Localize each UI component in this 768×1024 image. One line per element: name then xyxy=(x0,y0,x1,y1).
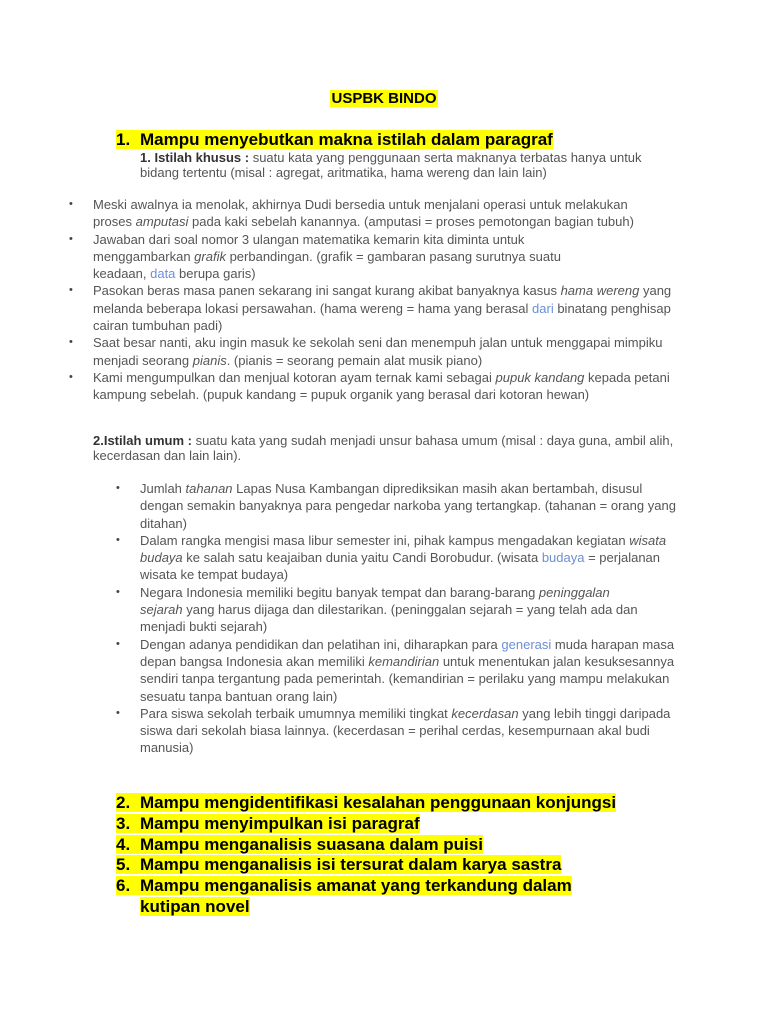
term-italic: pupuk kandang xyxy=(495,369,585,385)
hyperlink-budaya[interactable]: budaya xyxy=(541,550,585,566)
objective-text: Mampu menyebutkan makna istilah dalam paragraf xyxy=(140,130,553,149)
document-title xyxy=(0,90,768,108)
objective-number: 4. xyxy=(116,834,131,854)
objective-number: 3. xyxy=(116,813,131,833)
objective-heading-1 xyxy=(116,130,553,150)
objective-item-continuation xyxy=(116,897,616,918)
istilah-umum-examples xyxy=(140,480,740,757)
term-italic: peninggalan xyxy=(538,584,610,600)
objective-number: 2. xyxy=(116,793,131,812)
istilah-khusus-label: 1. Istilah khusus : xyxy=(140,150,250,165)
objective-item xyxy=(116,814,616,835)
objective-text: Mampu menganalisis isi tersurat dalam karya sastra xyxy=(140,855,562,875)
term-italic: hama wereng xyxy=(560,283,640,299)
hyperlink-generasi[interactable]: generasi xyxy=(501,636,552,652)
list-item: • Negara Indonesia memiliki begitu banyak tempat dan barang-barang peninggalan sejarah yang harus dijaga dan dilestarikan. (peninggalan sejarah = yang telah ada dan menjadi bukti sejarah) xyxy=(140,584,740,636)
definition-text: kecerdasan dan lain lain). xyxy=(93,448,242,463)
objective-number: 5. xyxy=(116,855,131,875)
definition-text: suatu kata yang penggunaan serta maknanya terbatas hanya untuk xyxy=(249,150,642,165)
term-italic: pianis xyxy=(192,352,227,368)
objective-text: Mampu mengidentifikasi kesalahan penggunaan konjungsi xyxy=(140,793,617,812)
list-item: • Meski awalnya ia menolak, akhirnya Dudi bersedia untuk menjalani operasi untuk melakukan proses amputasi pada kaki sebelah kanannya. (amputasi = proses pemotongan bagian tubuh) xyxy=(93,196,713,231)
istilah-khusus-definition xyxy=(140,150,740,180)
istilah-khusus-examples xyxy=(93,196,713,404)
term-italic: grafik xyxy=(194,248,226,264)
term-italic: kecerdasan xyxy=(451,705,519,721)
list-item: • Kami mengumpulkan dan menjual kotoran ayam ternak kami sebagai pupuk kandang kepada petani kampung sebelah. (pupuk kandang = pupuk organik yang berasal dari kotoran hewan) xyxy=(93,369,713,404)
objective-text: Mampu menganalisis amanat yang terkandung dalam xyxy=(140,876,572,896)
objective-item xyxy=(116,855,616,876)
objectives-list xyxy=(116,793,616,918)
objective-item xyxy=(116,835,616,856)
hyperlink-data[interactable]: data xyxy=(150,266,176,282)
term-italic: budaya xyxy=(140,550,183,566)
list-item: • Jawaban dari soal nomor 3 ulangan matematika kemarin kita diminta untuk menggambarkan grafik perbandingan. (grafik = gambaran pasang surutnya suatu keadaan, data berupa garis) xyxy=(93,231,713,283)
definition-text: bidang tertentu (misal : agregat, aritmatika, hama wereng dan lain lain) xyxy=(140,165,547,180)
objective-text: Mampu menyimpulkan isi paragraf xyxy=(140,813,420,833)
document-title-text: USPBK BINDO xyxy=(331,90,437,107)
objective-item xyxy=(116,793,616,814)
list-item: • Dengan adanya pendidikan dan pelatihan ini, diharapkan para generasi muda harapan masa depan bangsa Indonesia akan memiliki kemandirian untuk menentukan jalan kesuksesannya sendiri tanpa tergantung pada pemerintah. (kemandirian = perilaku yang mampu melakukan sesuatu tanpa bantuan orang lain) xyxy=(140,636,740,705)
objective-number: 6. xyxy=(116,876,131,896)
term-italic: sejarah xyxy=(140,602,183,618)
list-item: • Pasokan beras masa panen sekarang ini sangat kurang akibat banyaknya kasus hama wereng yang melanda beberapa lokasi persawahan. (hama wereng = hama yang berasal dari binatang penghisap cairan tumbuhan padi) xyxy=(93,282,713,334)
hyperlink-dari[interactable]: dari xyxy=(532,300,554,316)
list-item: • Jumlah tahanan Lapas Nusa Kambangan diprediksikan masih akan bertambah, disusul dengan semakin banyaknya para pengedar narkoba yang tertangkap. (tahanan = orang yang ditahan) xyxy=(140,480,740,532)
objective-text: kutipan novel xyxy=(140,896,250,916)
term-italic: wisata xyxy=(629,532,667,548)
objective-item xyxy=(116,876,616,897)
objective-text: Mampu menganalisis suasana dalam puisi xyxy=(140,834,483,854)
term-italic: amputasi xyxy=(135,214,189,230)
istilah-umum-definition xyxy=(93,433,733,463)
list-item: • Saat besar nanti, aku ingin masuk ke sekolah seni dan menempuh jalan untuk menggapai mimpiku menjadi seorang pianis. (pianis = seorang pemain alat musik piano) xyxy=(93,334,713,369)
list-item: • Para siswa sekolah terbaik umumnya memiliki tingkat kecerdasan yang lebih tinggi daripada siswa dari sekolah biasa lainnya. (kecerdasan = perihal cerdas, kesempurnaan akal budi manusia) xyxy=(140,705,740,757)
istilah-umum-label: 2.Istilah umum : xyxy=(93,433,192,448)
list-item: • Dalam rangka mengisi masa libur semester ini, pihak kampus mengadakan kegiatan wisata budaya ke salah satu keajaiban dunia yaitu Candi Borobudur. (wisata budaya = perjalanan wisata ke tempat budaya) xyxy=(140,532,740,584)
term-italic: tahanan xyxy=(185,481,233,496)
definition-text: suatu kata yang sudah menjadi unsur bahasa umum (misal : daya guna, ambil alih, xyxy=(191,433,674,448)
term-italic: kemandirian xyxy=(368,653,440,669)
objective-number: 1. xyxy=(116,130,131,149)
